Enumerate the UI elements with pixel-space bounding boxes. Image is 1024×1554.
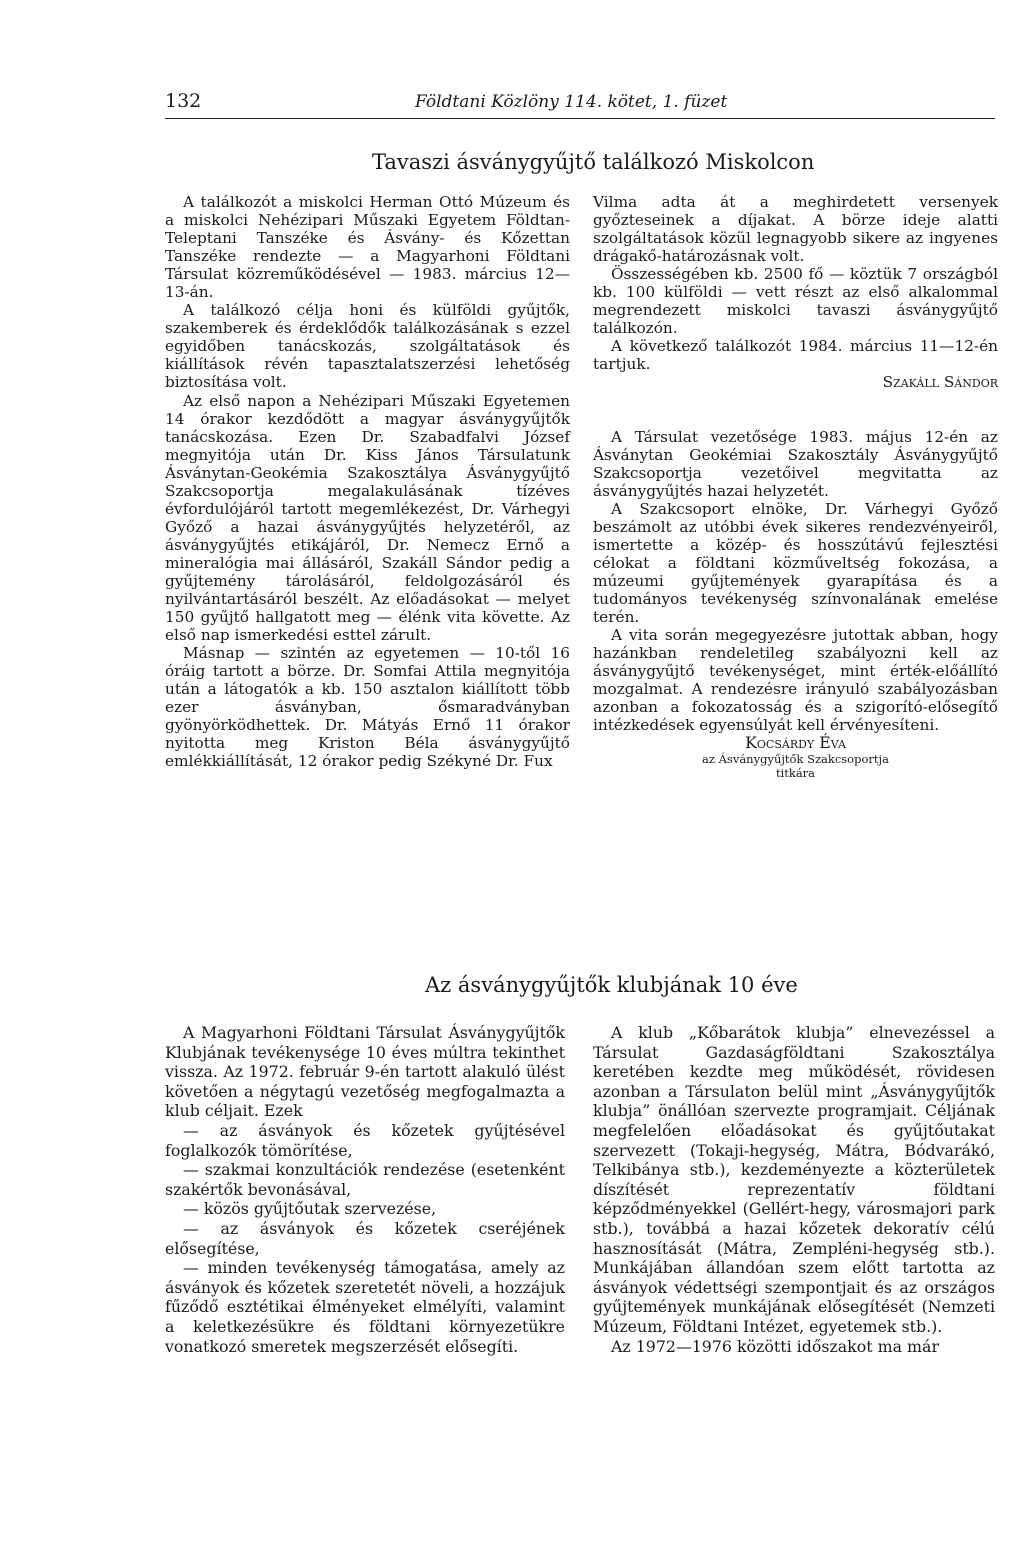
list-item: — az ásványok és kőzetek gyűjtésével foglalkozók tömörítése, [165, 1120, 565, 1160]
list-item: — közös gyűjtőutak szervezése, [183, 1199, 437, 1219]
author-role: az Ásványgyűjtők Szakcsoportja [702, 752, 889, 767]
page-number: 132 [165, 90, 202, 112]
paragraph: Összességében kb. 2500 fő — köztük 7 országból kb. 100 külföldi — vett részt az első alkalommal megrendezett miskolci tavaszi ásványgyűjtő találkozón. [593, 265, 998, 338]
list-item: — minden tevékenység támogatása, amely az ásványok és kőzetek szeretetét növeli, a hozzájuk fűződő esztétikai élményeket elmélyíti, valamint a keletkezésükre és földtani környezetükre vonatkozó smeretek megszerzését elősegíti. [165, 1258, 565, 1356]
article-title-2: Az ásványgyűjtők klubjának 10 éve [425, 973, 798, 997]
paragraph: Az első napon a Nehézipari Műszaki Egyetemen 14 órakor kezdődött a magyar ásványgyűjtők tanácskozása. Ezen Dr. Szabadfalvi József megnyitója után Dr. Kiss János Társulatunk Ásványtan-Geokémia Szakosztálya Ásványgyűjtő Szakcsoportja megalakulásának tízéves évfordulójáról tartott megemlékezést, Dr. Várhegyi Győző a hazai ásványgyűjtés helyzetéről, az ásványgyűjtés etikájáról, Dr. Nemecz Ernő a mineralógia mai állásáról, Szakáll Sándor pedig a gyűjtemény tárolásáról, feldolgozásáról és nyilvántartásáról beszélt. Az előadásokat — melyet 150 gyűjtő hallgatott meg — élénk vita követte. Az első nap ismerkedési esttel zárult. [165, 391, 570, 645]
author-role: titkára [775, 766, 816, 781]
article1-column-left [165, 193, 570, 771]
paragraph: A vita során megegyezésre jutottak abban, hogy hazánkban rendeletileg szabályozni kell az ásványgyűjtő tevékenységet, mint érték-előállító mozgalmat. A rendezésre irányuló szabályozásban azonban a fokozatosság és a szigorító-elősegítő intézkedések egyensúlyát kell érvényesíteni. [593, 626, 998, 735]
header-rule [165, 118, 995, 119]
spacer [593, 392, 998, 410]
article2-column-left [165, 1023, 565, 1356]
paragraph: A Magyarhoni Földtani Társulat Ásványgyűjtők Klubjának tevékenysége 10 éves múltra tekinthet vissza. Az 1972. február 9-én tartott alakuló ülést követően a négytagú vezetőség megfogalmazta a klub céljait. Ezek [165, 1023, 565, 1121]
article1-column-right [593, 193, 998, 780]
paragraph: A Szakcsoport elnöke, Dr. Várhegyi Győző beszámolt az utóbbi évek sikeres rendezvényeiről, ismertette a közép- és hosszútávú fejlesztési célokat a földtani közműveltség fokozása, a múzeumi gyűjtemények gyarapítása és a tudományos tevékenység színvonalának emelése terén. [593, 499, 998, 626]
list-item: — szakmai konzultációk rendezése (esetenként szakértők bevonásával, [165, 1160, 565, 1199]
paragraph: A klub „Kőbarátok klubja” elnevezéssel a Társulat Gazdaságföldtani Szakosztálya keretében kezdte meg működését, rövidesen azonban a Társulaton belül mint „Ásványgyűjtők klubja” önállóan szervezte programjait. Céljának megfelelően előadásokat és gyűjtőutakat szervezett (Tokaji-hegység, Mátra, Bódvarákó, Telkibánya stb.), kezdeményezte a közterületek díszítését reprezentatív földtani képződményekkel (Gellért-hegy, városmajori park stb.), továbbá a hazai kőzetek dekoratív célú hasznosítását (Mátra, Zempléni-hegység stb.). Munkájában állandóan szem előtt tartotta az ásványok védettségi szempontjait és az országos gyűjtemények munkájának elősegítését (Nemzeti Múzeum, Földtani Intézet, egyetemek stb.). [593, 1023, 995, 1336]
author-signature: Kocsárdy Éva [745, 733, 846, 753]
author-signature: Szakáll Sándor [882, 373, 998, 392]
paragraph: A találkozót a miskolci Herman Ottó Múzeum és a miskolci Nehézipari Műszaki Egyetem Földtan-Teleptani Tanszéke és Ásvány- és Kőzettan Tanszéke rendezte — a Magyarhoni Földtani Társulat közreműködésével — 1983. március 12—13-án. [165, 193, 570, 302]
paragraph: A következő találkozót 1984. március 11—12-én tartjuk. [593, 337, 998, 374]
spacer [593, 410, 998, 428]
article2-column-right [593, 1023, 995, 1356]
list-item: — az ásványok és kőzetek cseréjének elősegítése, [165, 1218, 565, 1258]
paragraph: Az 1972—1976 közötti időszakot ma már [611, 1336, 940, 1356]
paragraph: A találkozó célja honi és külföldi gyűjtők, szakemberek és érdeklődők találkozásának s ezzel egyidőben tanácskozás, szolgáltatások és kiállítások révén tapasztalatszerzési lehetőség biztosítása volt. [165, 301, 570, 392]
paragraph: Másnap — szintén az egyetemen — 10-től 16 óráig tartott a börze. Dr. Somfai Attila megnyitója után a látogatók a kb. 150 asztalon kiállított több ezer ásványban, ősmaradványban gyönyörködhettek. Dr. Mátyás Ernő 11 órakor nyitotta meg Kriston Béla ásványgyűjtő emlékkiállítását, 12 órakor pedig Székyné Dr. Fux [165, 644, 570, 771]
article-title-1: Tavaszi ásványgyűjtő találkozó Miskolcon [372, 150, 815, 174]
running-title: Földtani Közlöny 114. kötet, 1. füzet [415, 92, 728, 112]
paragraph: A Társulat vezetősége 1983. május 12-én az Ásványtan Geokémiai Szakosztály Ásványgyűjtő Szakcsoportja vezetőivel megvitatta az ásványgyűjtés hazai helyzetét. [593, 427, 998, 500]
paragraph: Vilma adta át a meghirdetett versenyek győzteseinek a díjakat. A börze ideje alatti szolgáltatások közül legnagyobb sikere az ingyenes drágakő-határozásnak volt. [593, 193, 998, 266]
page-header [165, 90, 995, 124]
